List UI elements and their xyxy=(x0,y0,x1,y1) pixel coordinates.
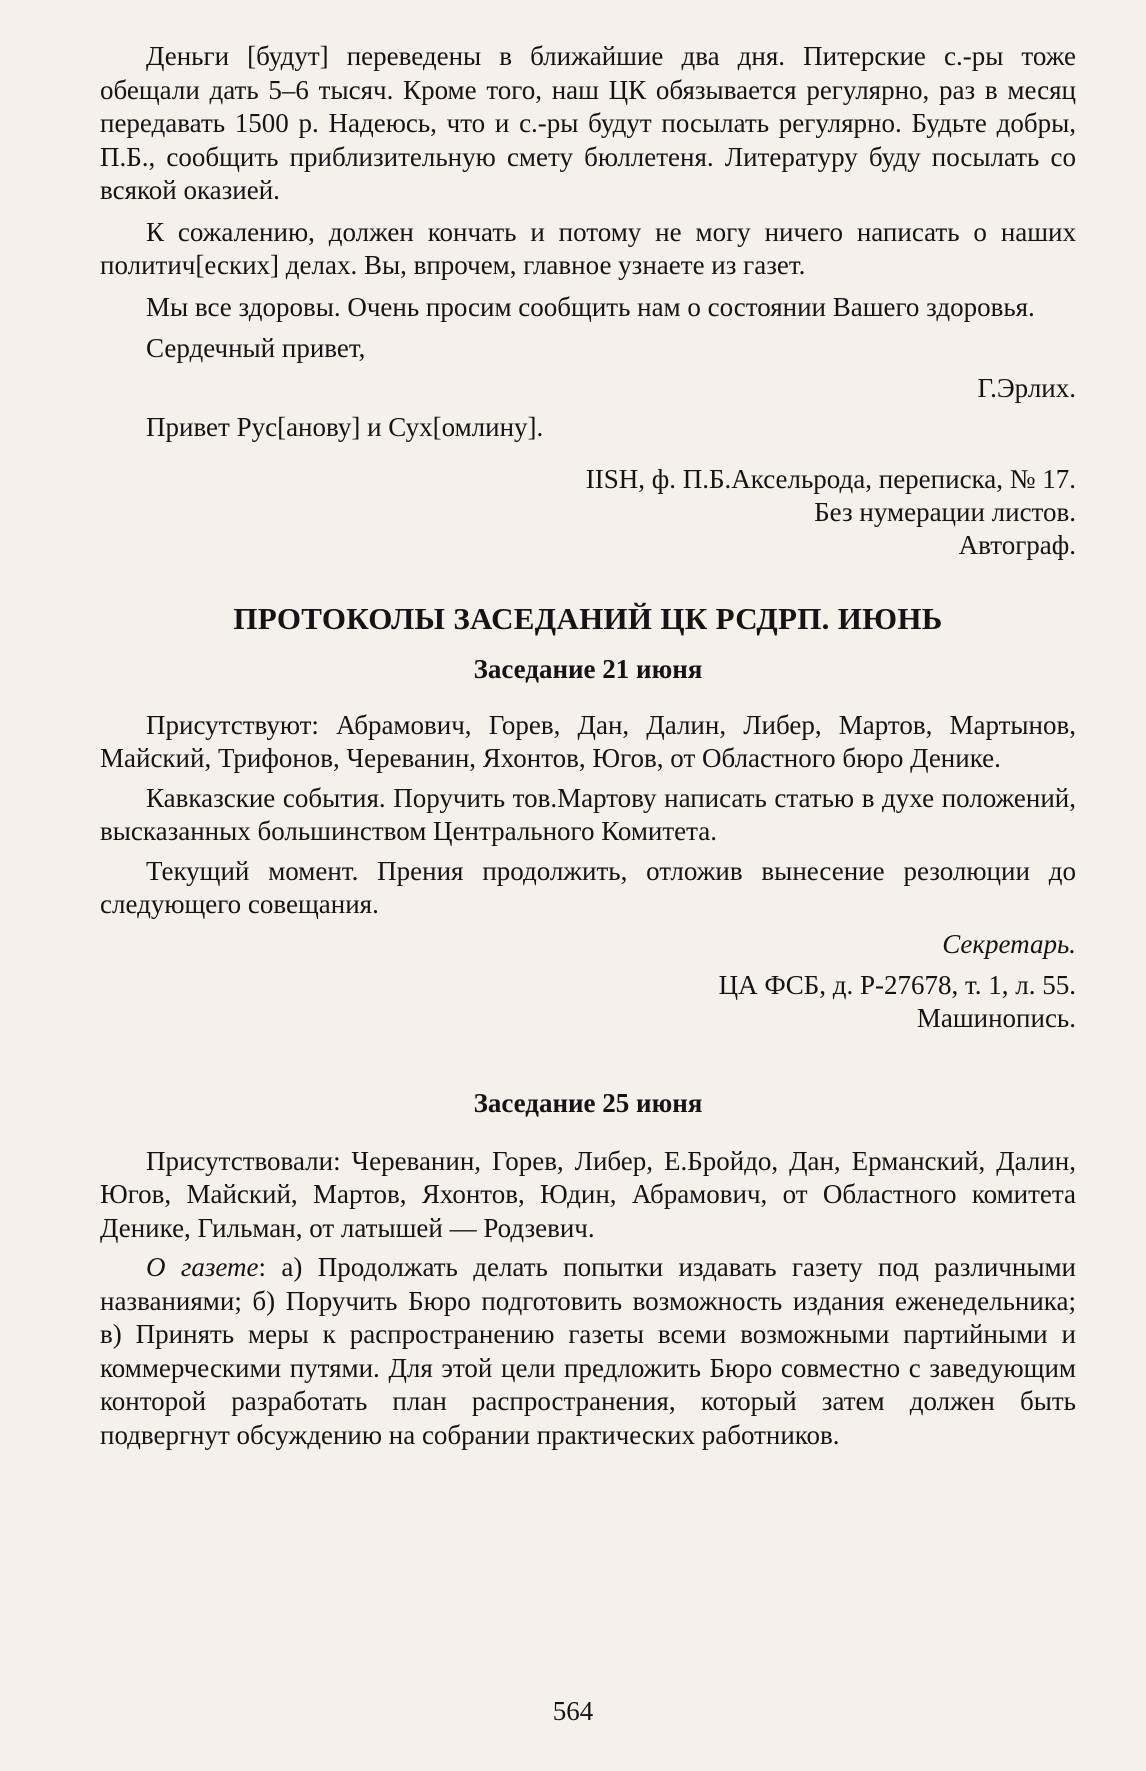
letter-paragraph-2: К сожалению, должен кончать и потому не могу ничего написать о наших политич[еских] делах. Вы, впрочем, главное узнаете из газет. xyxy=(100,216,1076,280)
meeting-heading-june-21: Заседание 21 июня xyxy=(473,654,703,684)
section-title: ПРОТОКОЛЫ ЗАСЕДАНИЙ ЦК РСДРП. ИЮНЬ xyxy=(233,600,943,636)
meeting2-attendance: Присутствовали: Череванин, Горев, Либер, Е.Бройдо, Дан, Ерманский, Далин, Югов, Майский, Мартов, Яхонтов, Юдин, Абрамович, от Областного комитета Денике, Гильман, от латышей — Родзевич. xyxy=(100,1145,1076,1243)
letter-source-line: IISH, ф. П.Б.Аксельрода, переписка, № 17. xyxy=(585,463,1076,494)
letter-postscript: Привет Рус[анову] и Сух[омлину]. xyxy=(146,412,544,442)
meeting1-source-line: ЦА ФСБ, д. Р-27678, т. 1, л. 55. xyxy=(718,970,1076,1000)
meeting1-item-caucasus: Кавказские события. Поручить тов.Мартову написать статью в духе положений, высказанных большинством Центрального Комитета. xyxy=(100,782,1076,846)
letter-source-line: Автограф. xyxy=(958,529,1076,560)
letter-greeting: Сердечный привет, xyxy=(146,333,366,363)
letter-source-note xyxy=(100,463,1076,562)
letter-source-line: Без нумерации листов. xyxy=(814,496,1076,527)
meeting1-source-line: Машинопись. xyxy=(916,1003,1076,1033)
meeting2-gazette-item xyxy=(100,1251,1076,1452)
meeting1-secretary: Секретарь. xyxy=(942,928,1076,959)
page-number: 564 xyxy=(552,1696,594,1726)
letter-signature: Г.Эрлих. xyxy=(977,372,1076,403)
body-text xyxy=(100,40,1076,1452)
meeting1-source-note xyxy=(100,969,1076,1035)
letter-paragraph-3: Мы все здоровы. Очень просим сообщить нам о состоянии Вашего здоровья. xyxy=(146,291,1035,322)
meeting1-item-current-moment: Текущий момент. Прения продолжить, отложив вынесение резолюции до следующего совещания. xyxy=(100,855,1076,919)
meeting-heading-june-25: Заседание 25 июня xyxy=(473,1088,703,1118)
gazette-label: О газете xyxy=(146,1252,259,1282)
meeting1-attendance: Присутствуют: Абрамович, Горев, Дан, Далин, Либер, Мартов, Мартынов, Майский, Трифонов, Череванин, Яхонтов, Югов, от Областного бюро Денике. xyxy=(100,709,1076,773)
letter-paragraph-1: Деньги [будут] переведены в ближайшие два дня. Питерские с.-ры тоже обещали дать 5–6 тысяч. Кроме того, наш ЦК обязывается регулярно, раз в месяц передавать 1500 р. Надеюсь, что и с.-ры будут посылать регулярно. Будьте добры, П.Б., сообщить приблизительную смету бюллетеня. Литературу буду посылать со всякой оказией. xyxy=(100,41,1076,205)
gazette-text: : а) Продолжать делать попытки издавать газету под различными названиями; б) Поручить Бюро подготовить возможность издания еженедельника; в) Принять меры к распространению газеты всеми возможными партийными и коммерческими путями. Для этой цели предложить Бюро совместно с заведующим конторой разработать план распространения, который затем должен быть подвергнут обсуждению на собрании практических работников. xyxy=(100,1252,1076,1450)
